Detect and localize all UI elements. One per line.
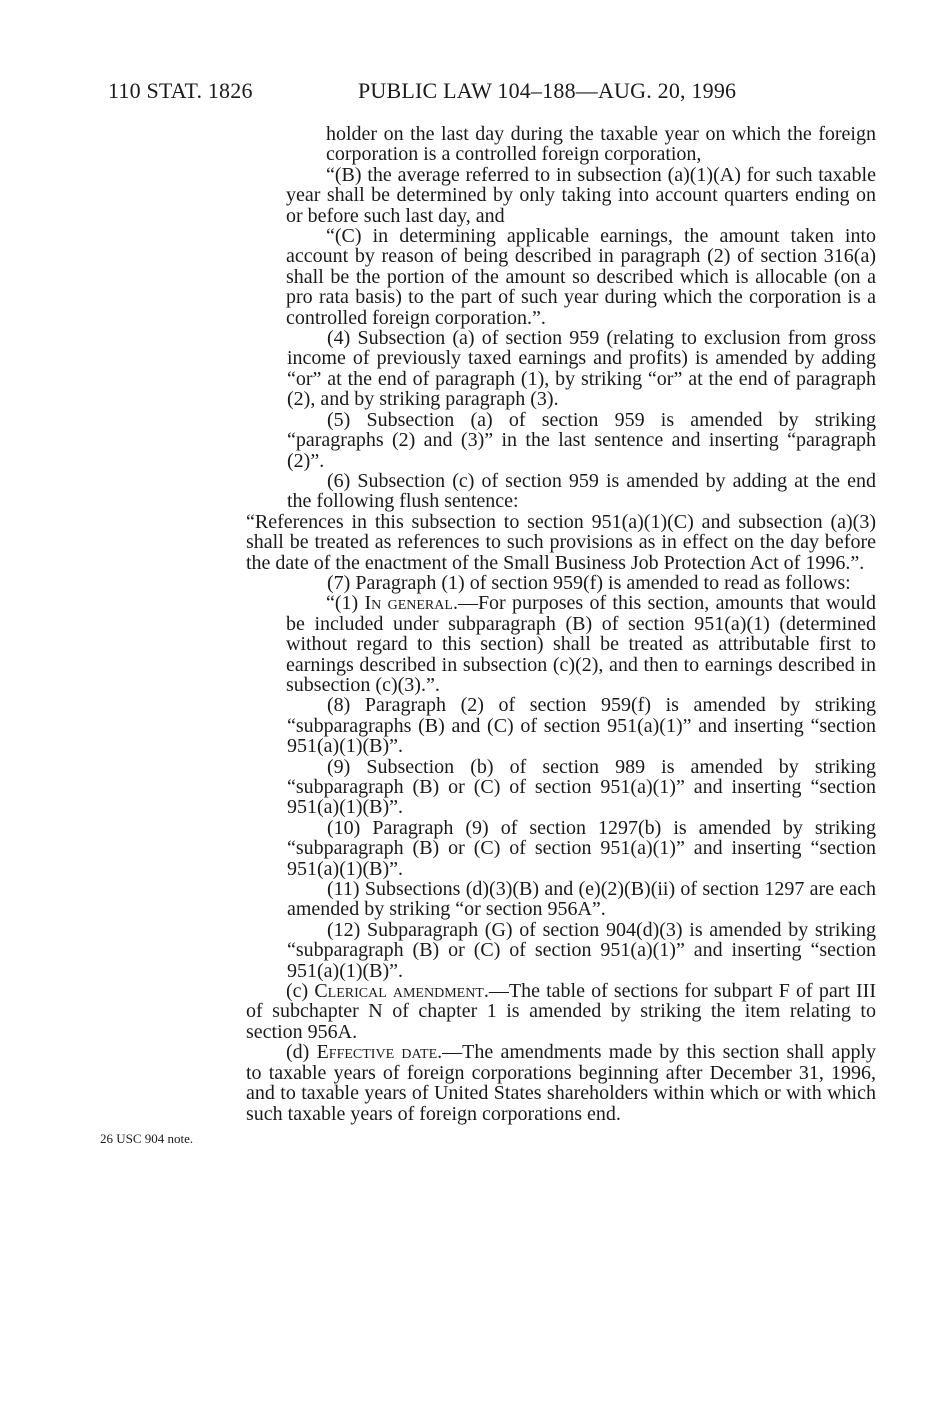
paragraph: “(1) In general.—For purposes of this section, amounts that would be included under subparagraph (B) of section 951(a)(1) (determined without regard to this section) shall be treated as attributable first to earnings described in subsection (c)(2), and then to earnings described in subsection (c)(3).”.	[286, 592, 876, 696]
statute-citation: 110 STAT. 1826	[108, 78, 253, 103]
paragraph: (10) Paragraph (9) of section 1297(b) is amended by striking “subparagraph (B) or (C) of section 951(a)(1)” and inserting “section 951(a)(1)(B)”.	[287, 816, 876, 880]
public-law-title: PUBLIC LAW 104–188—AUG. 20, 1996	[358, 78, 737, 103]
body-text	[246, 124, 876, 1124]
paragraph: (c) Clerical amendment.—The table of sections for subpart F of part III of subchapter N of chapter 1 is amended by striking the item relating to section 956A.	[246, 980, 877, 1043]
margin-note: 26 USC 904 note.	[100, 1131, 194, 1146]
paragraph: (6) Subsection (c) of section 959 is amended by adding at the end the following flush sentence:	[287, 469, 876, 513]
paragraph: “(B) the average referred to in subsection (a)(1)(A) for such taxable year shall be determined by only taking into account quarters ending on or before such last day, and	[286, 163, 876, 227]
paragraph: (9) Subsection (b) of section 989 is amended by striking “subparagraph (B) or (C) of section 951(a)(1)” and inserting “section 951(a)(1)(B)”.	[287, 755, 876, 819]
paragraph: “(C) in determining applicable earnings, the amount taken into account by reason of being described in paragraph (2) of section 316(a) shall be the portion of the amount so described which is allocable (on a pro rata basis) to the part of such year during which the corporation is a controlled foreign corporation.”.	[286, 225, 876, 329]
flush-sentence: “References in this subsection to section 951(a)(1)(C) and subsection (a)(3) shall be treated as references to such provisions as in effect on the day before the date of the enactment of the Small Business Job Protection Act of 1996.”.	[246, 510, 876, 574]
paragraph: (4) Subsection (a) of section 959 (relating to exclusion from gross income of previously taxed earnings and profits) is amended by adding “or” at the end of paragraph (1), by striking “or” at the end of paragraph (2), and by striking paragraph (3).	[287, 327, 876, 411]
subsection-heading: In general	[364, 592, 453, 615]
paragraph: (12) Subparagraph (G) of section 904(d)(3) is amended by striking “subparagraph (B) or (C) of section 951(a)(1)” and inserting “section 951(a)(1)(B)”.	[287, 918, 876, 982]
paragraph: (5) Subsection (a) of section 959 is amended by striking “paragraphs (2) and (3)” in the last sentence and inserting “paragraph (2)”.	[287, 408, 876, 472]
subsection-heading: Clerical amendment	[314, 980, 484, 1003]
paragraph: holder on the last day during the taxable year on which the foreign corporation is a controlled foreign corporation,	[326, 123, 876, 166]
paragraph: (7) Paragraph (1) of section 959(f) is amended to read as follows:	[327, 571, 851, 594]
paragraph: (d) Effective date.—The amendments made by this section shall apply to taxable years of foreign corporations beginning after December 31, 1996, and to taxable years of United States shareholders within which or with which such taxable years of foreign corporations end.	[246, 1041, 876, 1125]
paragraph: (8) Paragraph (2) of section 959(f) is amended by striking “subparagraphs (B) and (C) of section 951(a)(1)” and inserting “section 951(a)(1)(B)”.	[287, 694, 876, 758]
subsection-heading: Effective date	[316, 1041, 438, 1064]
paragraph: (11) Subsections (d)(3)(B) and (e)(2)(B)(ii) of section 1297 are each amended by striking “or section 956A”.	[287, 878, 876, 921]
